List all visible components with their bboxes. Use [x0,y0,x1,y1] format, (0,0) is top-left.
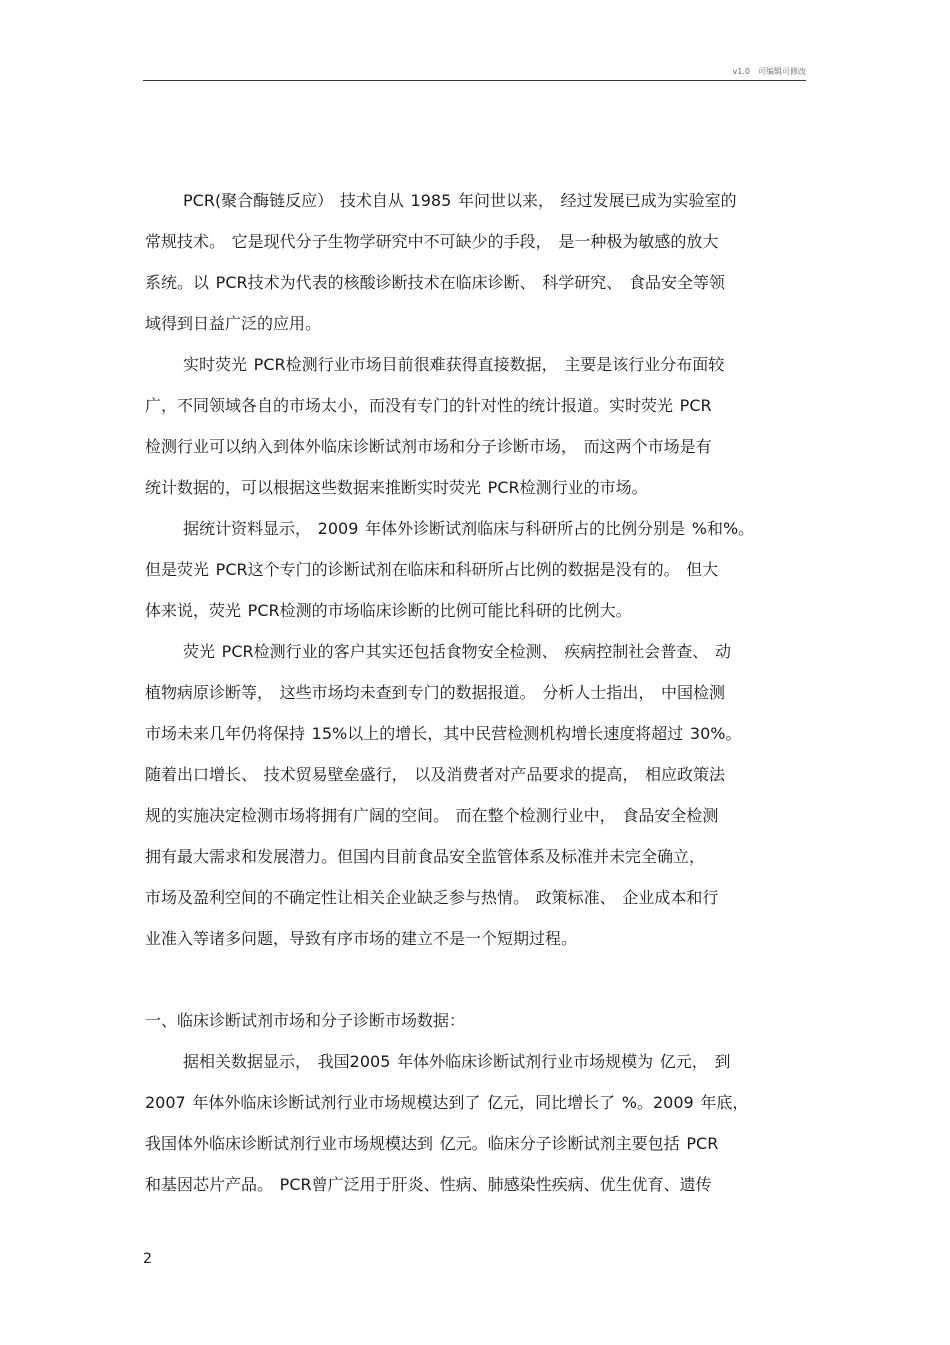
page-number: 2 [143,1251,152,1267]
text-line: 荧光 PCR检测行业的客户其实还包括食物安全检测、 疾病控制社会普查、 动 [183,642,731,661]
text-line: 规的实施决定检测市场将拥有广阔的空间。 而在整个检测行业中， 食品安全检测 [145,806,719,825]
text-line: 但是荧光 PCR这个专门的诊断试剂在临床和科研所占比例的数据是没有的。 但大 [145,560,719,579]
header-divider [143,80,806,81]
text-line: 植物病原诊断等， 这些市场均未查到专门的数据报道。 分析人士指出， 中国检测 [145,683,726,702]
text-line: 市场及盈利空间的不确定性让相关企业缺乏参与热情。 政策标准、 企业成本和行 [145,888,719,907]
text-line: 拥有最大需求和发展潜力。但国内目前食品安全监管体系及标准并未完全确立， [145,847,706,866]
text-line: PCR(聚合酶链反应） 技术自从 1985 年问世以来， 经过发展已成为实验室的 [183,191,737,210]
text-line: 随着出口增长、 技术贸易壁垒盛行， 以及消费者对产品要求的提高， 相应政策法 [145,765,726,784]
text-line: 统计数据的，可以根据这些数据来推断实时荧光 PCR检测行业的市场。 [145,478,648,497]
text-line: 常规技术。 它是现代分子生物学研究中不可缺少的手段， 是一种极为敏感的放大 [145,232,719,251]
text-line: 2007 年体外临床诊断试剂行业市场规模达到了 亿元，同比增长了 %。2009 年底， [145,1093,749,1112]
text-line: 体来说，荧光 PCR检测的市场临床诊断的比例可能比科研的比例大。 [145,601,632,620]
text-line: 市场未来几年仍将保持 15%以上的增长，其中民营检测机构增长速度将超过 30%。 [145,724,742,743]
text-line: 业准入等诸多问题，导致有序市场的建立不是一个短期过程。 [145,929,578,948]
text-line: 检测行业可以纳入到体外临床诊断试剂市场和分子诊断市场， 而这两个市场是有 [145,437,712,456]
text-line: 广，不同领域各自的市场太小，而没有专门的针对性的统计报道。实时荧光 PCR [145,396,712,415]
text-line: 我国体外临床诊断试剂行业市场规模达到 亿元。临床分子诊断试剂主要包括 PCR [145,1134,719,1153]
text-line: 系统。以 PCR技术为代表的核酸诊断技术在临床诊断、 科学研究、 食品安全等领 [145,273,725,292]
text-line: 据统计资料显示， 2009 年体外诊断试剂临床与科研所占的比例分别是 %和%。 [183,519,755,538]
text-line: 据相关数据显示， 我国2005 年体外临床诊断试剂行业市场规模为 亿元， 到 [183,1052,731,1071]
text-line: 和基因芯片产品。 PCR曾广泛用于肝炎、性病、肺感染性疾病、优生优育、遗传 [145,1175,712,1194]
document-body [145,188,810,1213]
header-version-note: v1.0 可编辑可修改 [732,67,806,76]
paragraph-gap [145,967,810,1008]
section-heading: 一、临床诊断试剂市场和分子诊断市场数据： [145,1011,466,1030]
text-line: 实时荧光 PCR检测行业市场目前很难获得直接数据， 主要是该行业分布面较 [183,355,725,374]
text-line: 域得到日益广泛的应用。 [145,314,322,333]
